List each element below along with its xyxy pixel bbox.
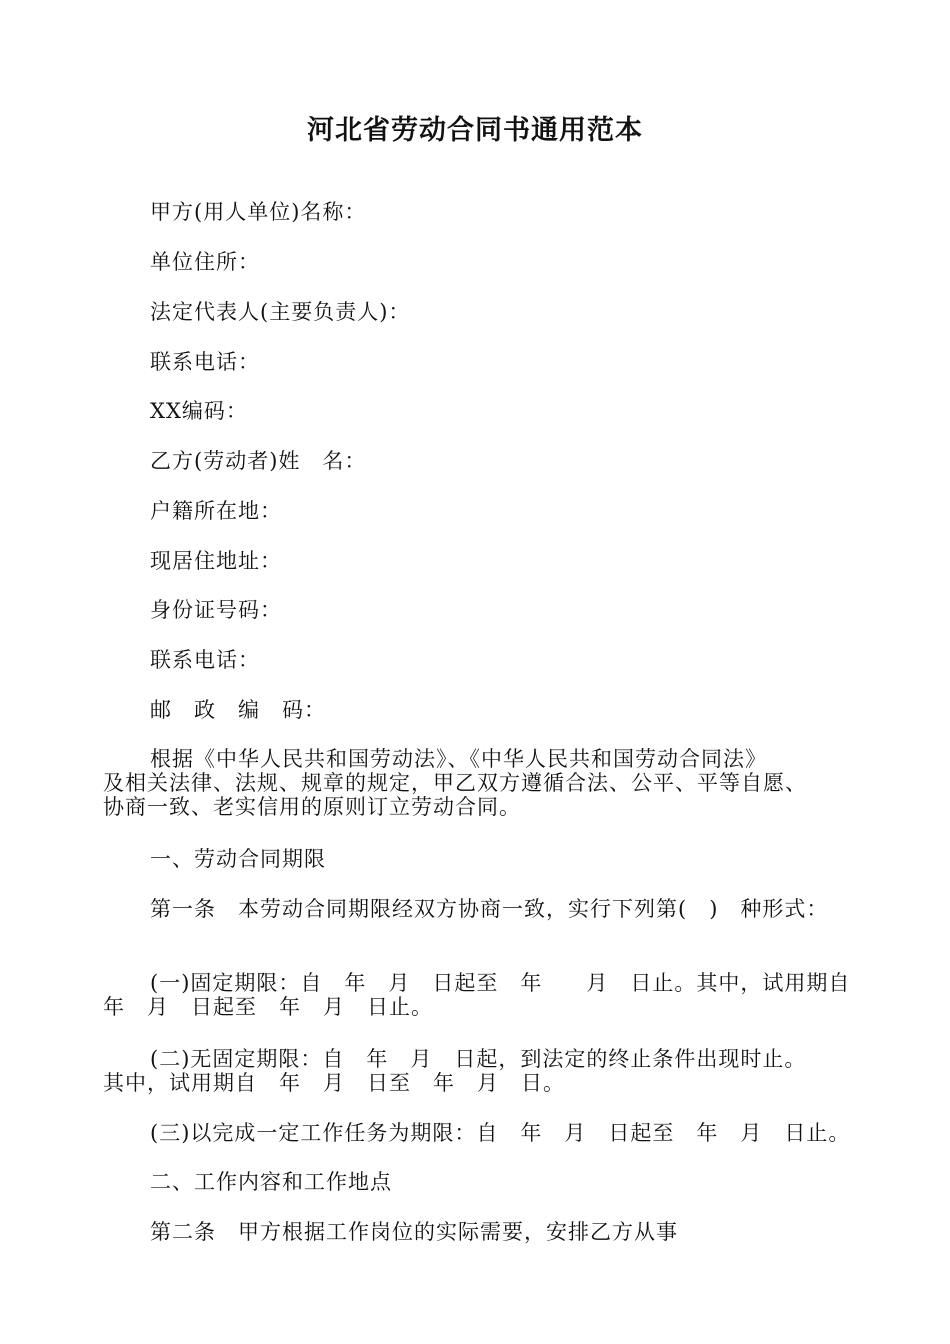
field-legal-representative: 法定代表人(主要负责人)： <box>150 300 411 324</box>
option-line: 年 月 日起至 年 月 日止。 <box>103 995 433 1019</box>
intro-paragraph <box>103 747 873 819</box>
option-open-ended <box>103 1047 873 1095</box>
field-id-number: 身份证号码： <box>150 598 282 622</box>
option-line: 其中，试用期自 年 月 日至 年 月 日。 <box>103 1071 565 1095</box>
field-employee-name: 乙方(劳动者)姓 名： <box>150 449 367 473</box>
section-heading-term: 一、劳动合同期限 <box>150 847 326 871</box>
intro-line: 协商一致、老实信用的原则订立劳动合同。 <box>103 795 521 819</box>
document-title: 河北省劳动合同书通用范本 <box>307 115 643 146</box>
intro-line: 及相关法律、法规、规章的规定，甲乙双方遵循合法、公平、平等自愿、 <box>103 771 807 795</box>
section-heading-work: 二、工作内容和工作地点 <box>150 1170 392 1194</box>
field-employee-phone: 联系电话： <box>150 648 260 672</box>
option-line: (二)无固定期限：自 年 月 日起，到法定的终止条件出现时止。 <box>150 1047 807 1071</box>
field-postal-code: 邮 政 编 码： <box>150 698 326 722</box>
field-current-address: 现居住地址： <box>150 549 282 573</box>
article-2: 第二条 甲方根据工作岗位的实际需要，安排乙方从事 <box>150 1220 678 1244</box>
field-household-registration: 户籍所在地： <box>150 499 282 523</box>
field-employer-address: 单位住所： <box>150 250 260 274</box>
article-1: 第一条 本劳动合同期限经双方协商一致，实行下列第( ) 种形式： <box>150 897 829 921</box>
option-fixed-term <box>103 971 873 1019</box>
field-employer-phone: 联系电话： <box>150 350 260 374</box>
option-task-based: (三)以完成一定工作任务为期限：自 年 月 日起至 年 月 日止。 <box>150 1121 851 1145</box>
field-employer-code: XX编码： <box>150 399 248 423</box>
intro-line: 根据《中华人民共和国劳动法》、《中华人民共和国劳动合同法》 <box>150 747 767 771</box>
field-employer-name: 甲方(用人单位)名称： <box>150 200 367 224</box>
option-line: (一)固定期限：自 年 月 日起至 年 月 日止。其中，试用期自 <box>150 971 851 995</box>
